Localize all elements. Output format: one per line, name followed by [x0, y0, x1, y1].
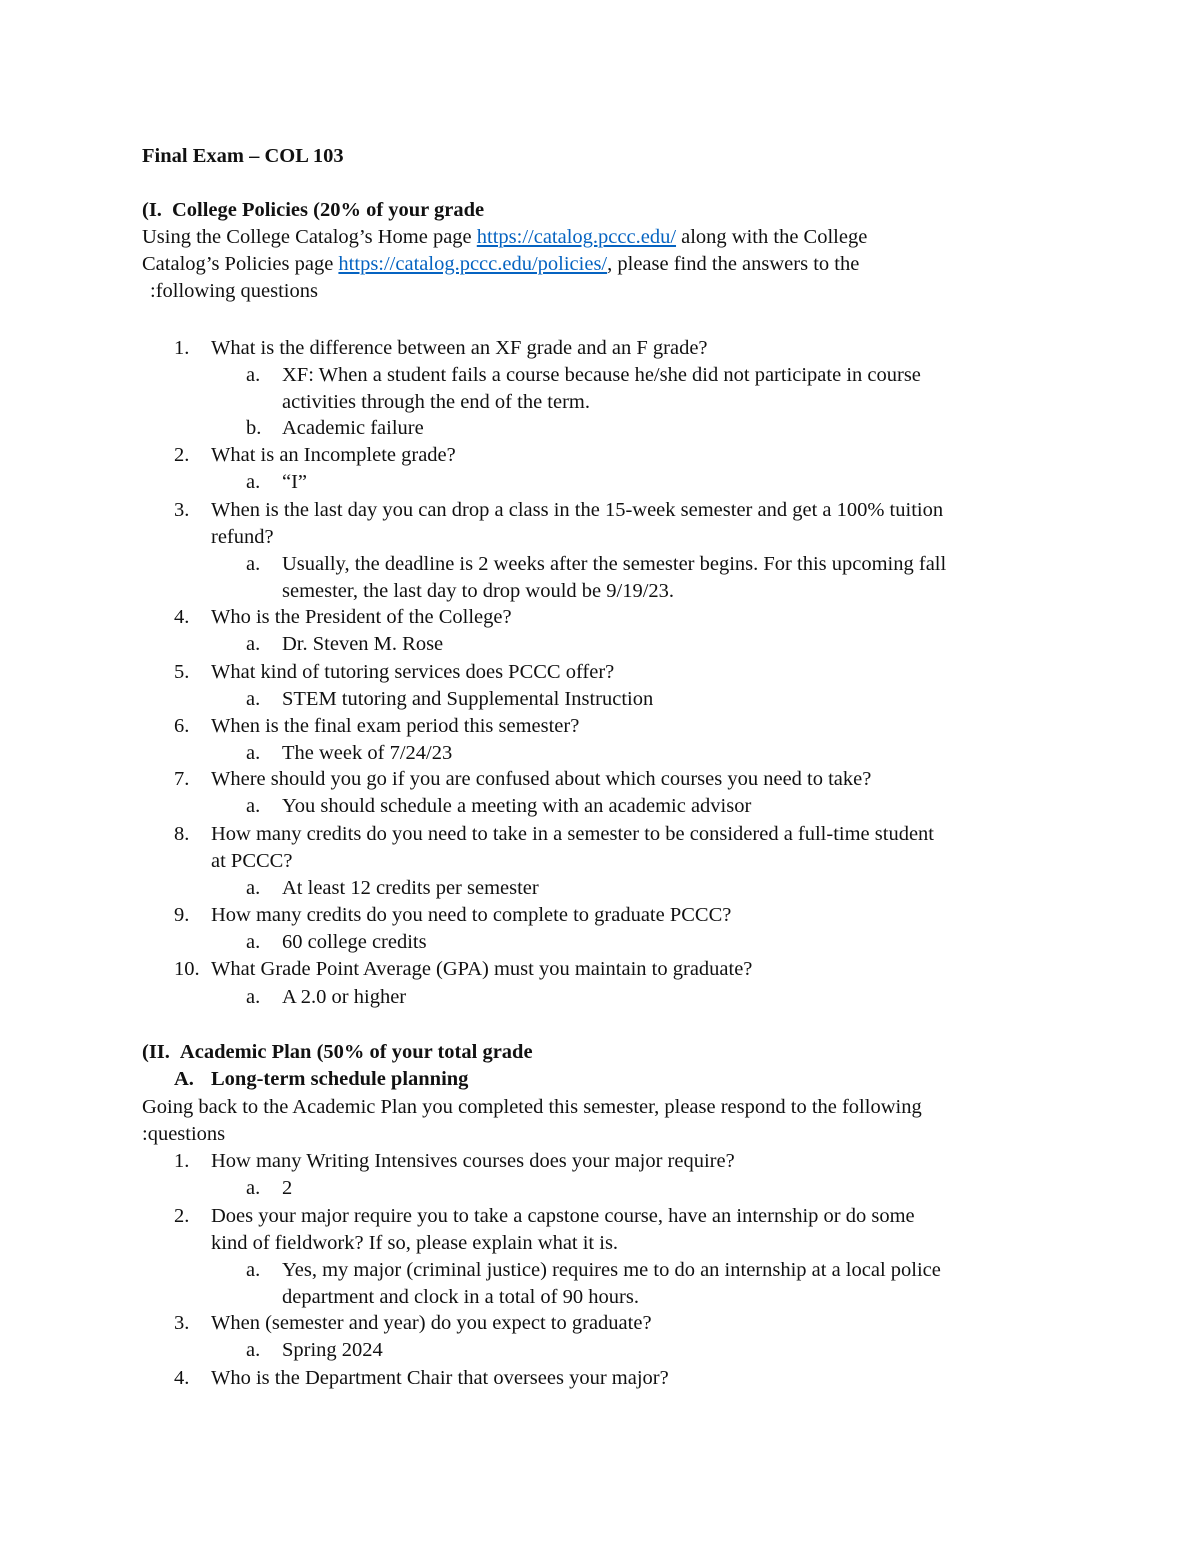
question-number: 10. [174, 958, 200, 980]
question-6 [174, 713, 1064, 740]
answer-letter: a. [246, 877, 261, 899]
question-text: What kind of tutoring services does PCCC offer? [211, 661, 615, 683]
intro-text: , please find the answers to the [607, 253, 860, 275]
question-number: 2. [174, 1205, 190, 1227]
answer-text: semester, the last day to drop would be 9/19/23. [282, 580, 675, 602]
answer-5a [246, 686, 1066, 713]
question-number: 1. [174, 1150, 190, 1172]
answer-2a [246, 469, 1066, 496]
answer-text: Usually, the deadline is 2 weeks after the semester begins. For this upcoming fall [282, 553, 947, 575]
question-number: 5. [174, 661, 190, 683]
question-number: 4. [174, 606, 190, 628]
question-text: Where should you go if you are confused about which courses you need to take? [211, 768, 872, 790]
intro-text: Using the College Catalog’s Home page [142, 226, 477, 248]
question-text: How many credits do you need to complete to graduate PCCC? [211, 904, 732, 926]
answer-text: Spring 2024 [282, 1339, 383, 1361]
intro-text: Catalog’s Policies page [142, 253, 339, 275]
question-8 [174, 821, 1064, 875]
answer-text: 2 [282, 1177, 293, 1199]
answer-6a [246, 740, 1066, 767]
section-1-intro [142, 224, 1042, 305]
question-number: 7. [174, 768, 190, 790]
answer-text: A 2.0 or higher [282, 986, 407, 1008]
answer-letter: b. [246, 417, 262, 439]
question-text: Does your major require you to take a capstone course, have an internship or do some [211, 1205, 915, 1227]
answer-letter: a. [246, 1177, 261, 1199]
section-1-title: College Policies (20% of your grade [171, 199, 485, 221]
answer-letter: a. [246, 471, 261, 493]
question-10 [174, 956, 1064, 983]
answer-7a [246, 793, 1066, 820]
answer-text: department and clock in a total of 90 hours. [282, 1286, 639, 1308]
question-number: 8. [174, 823, 190, 845]
question-text: What is an Incomplete grade? [211, 444, 456, 466]
question-text: When (semester and year) do you expect to graduate? [211, 1312, 652, 1334]
question-text: When is the last day you can drop a class in the 15-week semester and get a 100% tuition [211, 499, 944, 521]
question-text: How many Writing Intensives courses does your major require? [211, 1150, 735, 1172]
answer-letter: a. [246, 688, 261, 710]
answer-1b [246, 415, 1066, 442]
question-number: 6. [174, 715, 190, 737]
answer-3a [246, 551, 1066, 605]
question-text: What Grade Point Average (GPA) must you maintain to graduate? [211, 958, 753, 980]
question-text: Who is the Department Chair that oversees your major? [211, 1367, 669, 1389]
question-3 [174, 497, 1064, 551]
question-2 [174, 442, 1064, 469]
answer-text: STEM tutoring and Supplemental Instruction [282, 688, 654, 710]
question-text: kind of fieldwork? If so, please explain what it is. [211, 1232, 619, 1254]
section-2-answer-3a [246, 1337, 1066, 1364]
question-text: How many credits do you need to take in a semester to be considered a full-time student [211, 823, 934, 845]
answer-letter: a. [246, 553, 261, 575]
question-1 [174, 335, 1064, 362]
section-2-answer-1a [246, 1175, 1066, 1202]
section-2-title: Academic Plan (50% of your total grade [179, 1041, 533, 1063]
answer-letter: a. [246, 1259, 261, 1281]
section-2-question-3 [174, 1310, 1064, 1337]
answer-10a [246, 984, 1066, 1011]
answer-letter: a. [246, 931, 261, 953]
question-9 [174, 902, 1064, 929]
section-2-answer-2a [246, 1257, 1066, 1311]
answer-9a [246, 929, 1066, 956]
catalog-home-link[interactable]: https://catalog.pccc.edu/ [476, 226, 677, 248]
question-number: 3. [174, 1312, 190, 1334]
answer-text: The week of 7/24/23 [282, 742, 453, 764]
section-1-number: (I. [142, 199, 162, 221]
question-text: Who is the President of the College? [211, 606, 512, 628]
answer-text: Academic failure [282, 417, 424, 439]
answer-text: 60 college credits [282, 931, 427, 953]
question-number: 9. [174, 904, 190, 926]
question-5 [174, 659, 1064, 686]
subsection-letter: A. [174, 1068, 194, 1090]
answer-text: activities through the end of the term. [282, 391, 590, 413]
question-text: refund? [211, 526, 274, 548]
answer-8a [246, 875, 1066, 902]
question-text: What is the difference between an XF grade and an F grade? [211, 337, 708, 359]
section-2-question-1 [174, 1148, 1064, 1175]
answer-letter: a. [246, 795, 261, 817]
catalog-policies-link[interactable]: https://catalog.pccc.edu/policies/ [338, 253, 608, 275]
question-number: 3. [174, 499, 190, 521]
subsection-title: Long-term schedule planning [211, 1068, 469, 1090]
answer-letter: a. [246, 1339, 261, 1361]
question-number: 4. [174, 1367, 190, 1389]
intro-text: :following questions [150, 280, 318, 302]
answer-text: Yes, my major (criminal justice) requires me to do an internship at a local police [282, 1259, 941, 1281]
section-2-question-2 [174, 1203, 1064, 1257]
question-4 [174, 604, 1064, 631]
intro-text: Going back to the Academic Plan you completed this semester, please respond to the following [142, 1096, 922, 1118]
answer-text: “I” [282, 471, 308, 493]
question-text: When is the final exam period this semester? [211, 715, 580, 737]
answer-4a [246, 631, 1066, 658]
intro-text: along with the College [676, 226, 868, 248]
answer-text: XF: When a student fails a course because he/she did not participate in course [282, 364, 921, 386]
question-text: at PCCC? [211, 850, 293, 872]
question-7 [174, 766, 1064, 793]
page-title: Final Exam – COL 103 [142, 145, 344, 167]
section-2-intro [142, 1094, 1042, 1148]
question-number: 2. [174, 444, 190, 466]
section-2-question-4 [174, 1365, 1064, 1392]
answer-letter: a. [246, 986, 261, 1008]
answer-text: You should schedule a meeting with an academic advisor [282, 795, 752, 817]
section-2-number: (II. [142, 1041, 170, 1063]
question-number: 1. [174, 337, 190, 359]
answer-text: Dr. Steven M. Rose [282, 633, 444, 655]
answer-text: At least 12 credits per semester [282, 877, 539, 899]
section-1-heading [142, 197, 484, 224]
answer-letter: a. [246, 364, 261, 386]
section-2-heading [142, 1039, 533, 1066]
answer-letter: a. [246, 633, 261, 655]
answer-1a [246, 362, 1066, 416]
answer-letter: a. [246, 742, 261, 764]
subsection-a-heading [174, 1066, 468, 1093]
intro-text: :questions [142, 1123, 226, 1145]
